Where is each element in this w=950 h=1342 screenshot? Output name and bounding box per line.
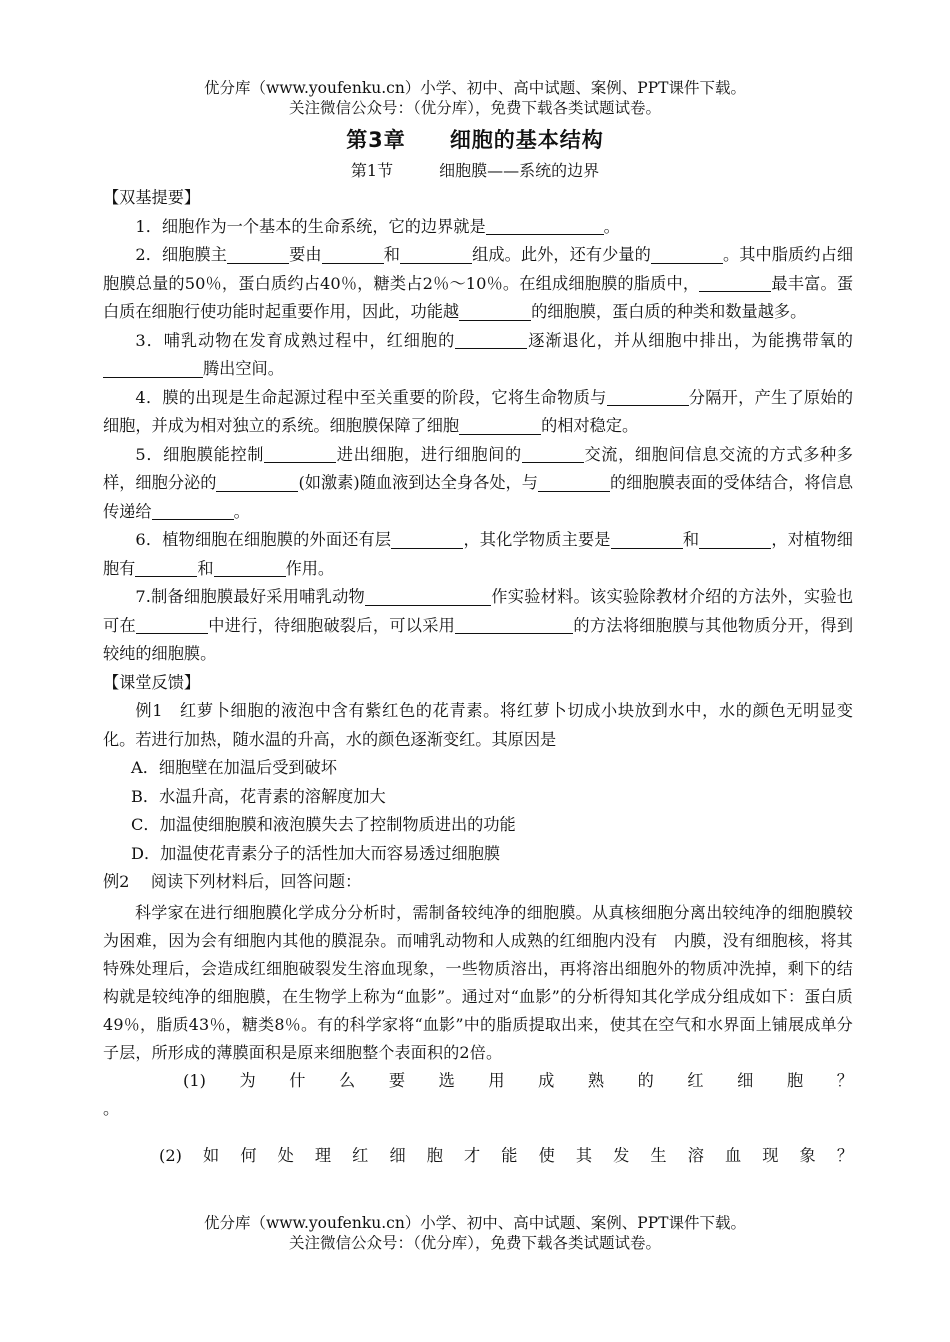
header-line-2: 关注微信公众号：（优分库），免费下载各类试题试卷。 bbox=[288, 99, 661, 117]
page-header bbox=[0, 78, 950, 118]
blank[interactable] bbox=[699, 274, 771, 292]
blank[interactable] bbox=[538, 474, 610, 492]
blank[interactable] bbox=[455, 331, 527, 349]
blank[interactable] bbox=[264, 445, 336, 463]
blank[interactable] bbox=[611, 531, 683, 549]
blank[interactable] bbox=[322, 246, 384, 264]
blank[interactable] bbox=[486, 217, 604, 235]
chapter-name: 细胞的基本结构 bbox=[449, 128, 604, 152]
question-7: 7.制备细胞膜最好采用哺乳动物 作实验材料。该实验除教材介绍的方法外，实验也可在 中进行，待细胞破裂后，可以采用 的方法将细胞膜与其他物质分开，得到较纯的细胞膜。 bbox=[103, 587, 854, 663]
question-3: 3．哺乳动物在发育成熟过程中，红细胞的 逐渐退化，并从细胞中排出，为能携带氧的腾出空间。 bbox=[103, 327, 853, 384]
blank[interactable] bbox=[152, 502, 234, 520]
footer-line-2: 关注微信公众号：（优分库），免费下载各类试题试卷。 bbox=[288, 1234, 661, 1252]
blank[interactable] bbox=[459, 417, 541, 435]
example-2-stem: 例2 阅读下列材料后，回答问题： bbox=[103, 872, 362, 891]
blank[interactable] bbox=[699, 531, 771, 549]
document-body bbox=[103, 184, 853, 1170]
question-4: 4．膜的出现是生命起源过程中至关重要的阶段，它将生命物质与 分隔开，产生了原始的细胞，并成为相对独立的系统。细胞膜保障了细胞 的相对稳定。 bbox=[103, 387, 854, 435]
ketang-heading: 【课堂反馈】 bbox=[103, 672, 201, 692]
blank[interactable] bbox=[214, 559, 286, 577]
footer-line-1: 优分库（www.youfenku.cn）小学、初中、高中试题、案例、PPT课件下载。 bbox=[203, 1214, 747, 1232]
example-1-stem: 例1 红萝卜细胞的液泡中含有紫红色的花青素。将红萝卜切成小块放到水中，水的颜色无明显变化。若进行加热，随水温的升高，水的颜色逐渐变红。其原因是 bbox=[103, 701, 853, 749]
section-number: 第1节 bbox=[350, 161, 394, 180]
blank[interactable] bbox=[522, 445, 584, 463]
page-footer bbox=[0, 1213, 950, 1253]
blank[interactable] bbox=[135, 559, 197, 577]
example-2-question-2: (2) 如 何 处 理 红 细 胞 才 能 使 其 发 生 溶 血 现 象 ？ bbox=[159, 1145, 853, 1165]
blank[interactable] bbox=[391, 531, 463, 549]
section-title bbox=[0, 158, 950, 181]
example-2-material: 科学家在进行细胞膜化学成分分析时，需制备较纯净的细胞膜。从真核细胞分离出较纯净的细胞膜较为困难，因为会有细胞内其他的膜混杂。而哺乳动物和人成熟的红细胞内没有 内膜，没有细胞核，将其特殊处理后，会造成红细胞破裂发生溶血现象，一些物质溶出，再将溶出细胞外的物质冲洗掉，剩下的结构就是较纯净的细胞膜，在生物学上称为“血影”。通过对“血影”的分析得知其化学成分组成如下：蛋白质49％，脂质43％，糖类8％。有的科学家将“血影”中的脂质提取出来，使其在空气和水界面上铺展成单分子层，所形成的薄膜面积是原来细胞整个表面积的2倍。 bbox=[103, 902, 853, 1062]
example-1-option-b[interactable]: B．水温升高，花青素的溶解度加大 bbox=[131, 786, 386, 806]
chapter-title bbox=[0, 124, 950, 154]
chapter-number: 第3章 bbox=[346, 128, 406, 152]
question-2: 2．细胞膜主 要由 和 组成。此外，还有少量的 。其中脂质约占细胞膜总量的50％，蛋白质约占40％，糖类占2％～10％。在组成细胞膜的脂质中， 最丰富。蛋白质在细胞行使功能时起重要作用，因此，功能越 的细胞膜，蛋白质的种类和数量越多。 bbox=[103, 245, 854, 321]
blank[interactable] bbox=[400, 246, 472, 264]
example-1-option-a[interactable]: A．细胞壁在加温后受到破坏 bbox=[131, 758, 337, 777]
shuangji-heading: 【双基提要】 bbox=[103, 188, 201, 207]
example-1-option-c[interactable]: C．加温使细胞膜和液泡膜失去了控制物质进出的功能 bbox=[131, 815, 516, 834]
example-2-question-1-tail: 。 bbox=[103, 1099, 120, 1118]
blank[interactable] bbox=[651, 246, 723, 264]
blank[interactable] bbox=[459, 303, 531, 321]
blank[interactable] bbox=[607, 388, 689, 406]
question-1: 1．细胞作为一个基本的生命系统，它的边界就是 。 bbox=[135, 216, 620, 236]
blank[interactable] bbox=[136, 616, 208, 634]
blank[interactable] bbox=[365, 588, 491, 606]
blank[interactable] bbox=[216, 474, 298, 492]
section-name: 细胞膜——系统的边界 bbox=[439, 161, 600, 180]
question-6: 6．植物细胞在细胞膜的外面还有层 ，其化学物质主要是 和 ，对植物细胞有 和 作用。 bbox=[103, 530, 853, 578]
question-5: 5．细胞膜能控制 进出细胞，进行细胞间的 交流，细胞间信息交流的方式多种多样，细胞分泌的 (如激素)随血液到达全身各处，与 的细胞膜表面的受体结合，将信息传递给 。 bbox=[103, 444, 854, 521]
example-2-question-1: (1) 为 什 么 要 选 用 成 熟 的 红 细 胞 ？ bbox=[183, 1070, 853, 1090]
header-line-1: 优分库（www.youfenku.cn）小学、初中、高中试题、案例、PPT课件下载。 bbox=[203, 79, 747, 97]
blank[interactable] bbox=[227, 246, 289, 264]
example-1-option-d[interactable]: D．加温使花青素分子的活性加大而容易透过细胞膜 bbox=[131, 843, 501, 863]
blank[interactable] bbox=[103, 360, 203, 378]
blank[interactable] bbox=[455, 616, 573, 634]
